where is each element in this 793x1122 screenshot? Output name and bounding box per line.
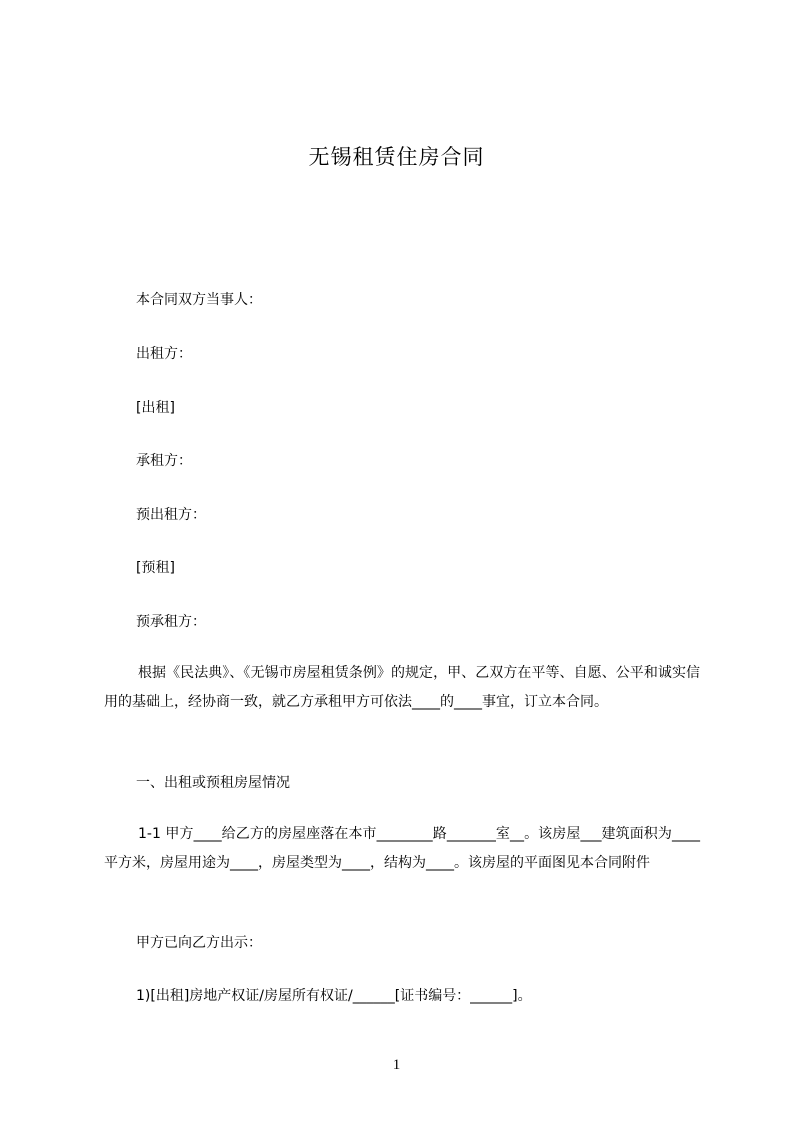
pre-lessee-label: 预承租方： — [136, 614, 206, 630]
parties-intro: 本合同双方当事人： — [136, 292, 262, 308]
page-number: 1 — [392, 1057, 401, 1073]
item-1: 1)[出租]房地产权证/房屋所有权证/______[证书编号：______]。 — [136, 988, 532, 1004]
bracket-prelease: [预租] — [136, 560, 175, 576]
lessor-label: 出租方： — [136, 346, 192, 362]
clause-1-1-paragraph: 1-1 甲方____给乙方的房屋座落在本市________路_______室__。该房屋___建筑面积为____平方米，房屋用途为____，房屋类型为____，结构为____。该房屋的平面图见本合同附件 — [104, 826, 700, 871]
lessee-label: 承租方： — [136, 453, 192, 469]
preamble-paragraph: 根据《民法典》、《无锡市房屋租赁条例》的规定，甲、乙双方在平等、自愿、公平和诚实信用的基础上，经协商一致，就乙方承租甲方可依法____的____事宜，订立本合同。 — [104, 665, 700, 710]
shown-intro: 甲方已向乙方出示： — [136, 935, 262, 951]
bracket-lease: [出租] — [136, 400, 175, 416]
document-title: 无锡租赁住房合同 — [308, 145, 485, 169]
section-1-heading: 一、出租或预租房屋情况 — [136, 775, 290, 791]
pre-lessor-label: 预出租方： — [136, 507, 206, 523]
